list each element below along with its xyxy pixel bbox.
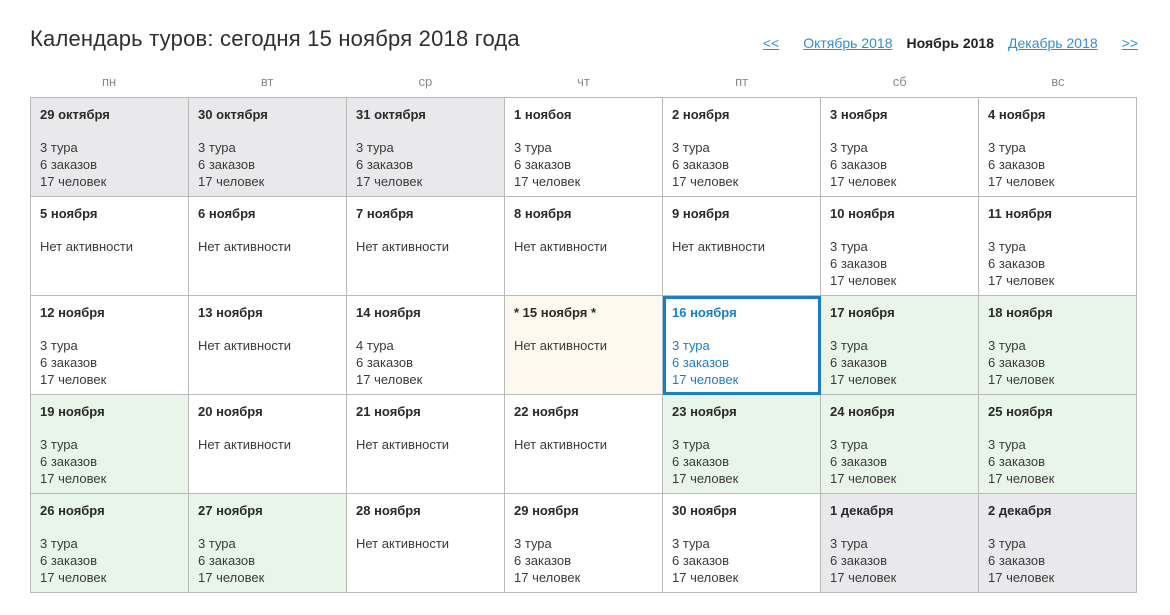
day-stat-line: 3 тура [672, 140, 710, 155]
day-stats [514, 436, 653, 453]
day-stats [830, 238, 969, 289]
day-stat-line: 17 человек [830, 174, 897, 189]
day-stat-line: 3 тура [672, 338, 710, 353]
calendar-day-cell[interactable] [821, 395, 979, 494]
calendar-day-cell[interactable] [979, 197, 1137, 296]
day-stat-line: 6 заказов [40, 157, 98, 172]
day-stat-line: 6 заказов [988, 454, 1046, 469]
day-stat-line: 17 человек [198, 174, 265, 189]
calendar-day-cell[interactable] [31, 98, 189, 197]
weekday-label: пт [735, 74, 749, 89]
day-date: 17 ноября [830, 305, 895, 320]
calendar-day-cell[interactable] [505, 98, 663, 197]
next-month-link[interactable]: Декабрь 2018 [1008, 35, 1098, 51]
day-stat-line: 17 человек [356, 372, 423, 387]
day-stat-line: 17 человек [672, 570, 739, 585]
day-stats [514, 139, 653, 190]
day-stats [988, 139, 1127, 190]
calendar-day-cell[interactable] [663, 98, 821, 197]
day-date: 1 ноябоя [514, 107, 572, 122]
prev-month-arrow[interactable]: << [762, 35, 780, 51]
day-stats [672, 436, 811, 487]
calendar-day-cell[interactable] [189, 395, 347, 494]
day-stat-line: 17 человек [830, 372, 897, 387]
day-stat-line: 17 человек [514, 570, 581, 585]
weekday-label: ср [418, 74, 433, 89]
calendar-day-cell[interactable] [663, 296, 821, 395]
day-stats [40, 139, 179, 190]
day-stats [988, 337, 1127, 388]
day-date: 21 ноября [356, 404, 421, 419]
day-date: 5 ноября [40, 206, 98, 221]
calendar-day-cell[interactable] [347, 296, 505, 395]
day-date: 18 ноября [988, 305, 1053, 320]
day-date: 25 ноября [988, 404, 1053, 419]
day-stat-line: 17 человек [830, 273, 897, 288]
day-date: 29 ноября [514, 503, 579, 518]
day-stat-line: 3 тура [356, 140, 394, 155]
day-stats [988, 238, 1127, 289]
day-stat-line: 17 человек [356, 174, 423, 189]
day-stats [988, 436, 1127, 487]
calendar-day-cell[interactable] [189, 296, 347, 395]
calendar-day-cell[interactable] [189, 494, 347, 593]
day-stat-line: 17 человек [988, 372, 1055, 387]
day-stat-line: Нет активности [514, 239, 608, 254]
day-stats [830, 436, 969, 487]
calendar-day-cell[interactable] [663, 197, 821, 296]
day-stats [40, 337, 179, 388]
day-stat-line: 17 человек [40, 174, 107, 189]
day-stat-line: 17 человек [988, 570, 1055, 585]
day-date: 12 ноября [40, 305, 105, 320]
day-stat-line: 6 заказов [514, 157, 572, 172]
day-stats [356, 238, 495, 255]
day-stats [40, 238, 179, 255]
day-stat-line: 6 заказов [830, 355, 888, 370]
day-date: 27 ноября [198, 503, 263, 518]
calendar-day-cell[interactable] [821, 98, 979, 197]
day-date: 4 ноября [988, 107, 1046, 122]
day-stat-line: 3 тура [988, 536, 1026, 551]
day-stats [830, 139, 969, 190]
calendar-day-cell[interactable] [31, 395, 189, 494]
calendar-day-cell[interactable] [189, 197, 347, 296]
day-stat-line: 17 человек [672, 471, 739, 486]
day-date: 14 ноября [356, 305, 421, 320]
day-stat-line: 6 заказов [830, 454, 888, 469]
day-date: * 15 ноября * [514, 305, 597, 320]
day-stats [356, 535, 495, 552]
day-stats [40, 535, 179, 586]
day-date: 2 ноября [672, 107, 730, 122]
day-stat-line: Нет активности [198, 239, 292, 254]
day-stat-line: 6 заказов [198, 553, 256, 568]
day-stats [198, 535, 337, 586]
weekday-label: сб [892, 74, 907, 89]
calendar-day-cell[interactable] [347, 395, 505, 494]
day-stat-line: 6 заказов [672, 157, 730, 172]
day-stat-line: Нет активности [356, 437, 450, 452]
day-stat-line: 4 тура [356, 338, 394, 353]
day-stat-line: 3 тура [988, 140, 1026, 155]
next-month-arrow[interactable]: >> [1121, 35, 1138, 51]
day-stat-line: 17 человек [830, 570, 897, 585]
day-stat-line: 3 тура [672, 437, 710, 452]
day-stat-line: Нет активности [198, 338, 292, 353]
calendar-day-cell[interactable] [663, 395, 821, 494]
day-stat-line: 6 заказов [672, 454, 730, 469]
day-stat-line: 6 заказов [40, 355, 98, 370]
day-stat-line: 6 заказов [40, 553, 98, 568]
weekday-label: чт [577, 74, 590, 89]
day-stat-line: Нет активности [514, 437, 608, 452]
day-date: 29 октября [40, 107, 110, 122]
day-stat-line: Нет активности [356, 239, 450, 254]
day-stat-line: 17 человек [672, 372, 739, 387]
day-stat-line: 17 человек [672, 174, 739, 189]
calendar-day-cell[interactable] [979, 296, 1137, 395]
day-stat-line: 6 заказов [672, 355, 730, 370]
day-date: 6 ноября [198, 206, 256, 221]
day-stat-line: 6 заказов [514, 553, 572, 568]
calendar-day-cell[interactable] [505, 296, 663, 395]
calendar-day-cell[interactable] [505, 395, 663, 494]
calendar-day-cell[interactable] [347, 98, 505, 197]
day-stats [988, 535, 1127, 586]
day-stat-line: Нет активности [40, 239, 134, 254]
day-stat-line: 3 тура [198, 140, 236, 155]
day-stat-line: 17 человек [988, 471, 1055, 486]
day-stat-line: 17 человек [514, 174, 581, 189]
day-stat-line: 17 человек [40, 471, 107, 486]
day-stat-line: 3 тура [830, 536, 868, 551]
day-stats [356, 139, 495, 190]
calendar-day-cell[interactable] [189, 98, 347, 197]
calendar-day-cell[interactable] [347, 494, 505, 593]
day-date: 16 ноября [672, 305, 737, 320]
day-date: 2 декабря [988, 503, 1052, 518]
day-stat-line: 3 тура [830, 239, 868, 254]
day-date: 7 ноября [356, 206, 414, 221]
day-stat-line: 3 тура [40, 437, 78, 452]
day-stats [830, 535, 969, 586]
calendar-day-cell[interactable] [979, 494, 1137, 593]
day-stat-line: 3 тура [672, 536, 710, 551]
calendar-day-cell[interactable] [979, 395, 1137, 494]
calendar-day-cell[interactable] [31, 494, 189, 593]
day-stat-line: 3 тура [988, 239, 1026, 254]
day-date: 20 ноября [198, 404, 263, 419]
day-stat-line: 17 человек [198, 570, 265, 585]
day-stat-line: 3 тура [830, 437, 868, 452]
day-stats [514, 535, 653, 586]
day-stat-line: Нет активности [672, 239, 766, 254]
day-stat-line: 17 человек [988, 174, 1055, 189]
day-stat-line: 17 человек [988, 273, 1055, 288]
weekday-label: пн [101, 74, 117, 89]
day-date: 24 ноября [830, 404, 895, 419]
day-stat-line: 6 заказов [356, 355, 414, 370]
day-stat-line: 17 человек [40, 570, 107, 585]
calendar-day-cell[interactable] [347, 197, 505, 296]
day-stats [514, 238, 653, 255]
day-date: 9 ноября [672, 206, 730, 221]
day-date: 3 ноября [830, 107, 888, 122]
day-stats [198, 139, 337, 190]
day-stat-line: 3 тура [40, 536, 78, 551]
calendar-day-cell[interactable] [505, 494, 663, 593]
day-stat-line: 6 заказов [830, 256, 888, 271]
day-stat-line: 3 тура [830, 140, 868, 155]
weekday-label: вс [1051, 74, 1065, 89]
weekday-label: вт [260, 74, 274, 89]
month-navigation [763, 35, 1138, 51]
day-stat-line: 6 заказов [830, 553, 888, 568]
day-date: 26 ноября [40, 503, 105, 518]
day-stats [40, 436, 179, 487]
day-stat-line: 6 заказов [356, 157, 414, 172]
calendar-day-cell[interactable] [821, 296, 979, 395]
day-date: 23 ноября [672, 404, 737, 419]
calendar-day-cell[interactable] [979, 98, 1137, 197]
day-stat-line: 3 тура [830, 338, 868, 353]
day-stats [198, 238, 337, 255]
calendar-day-cell[interactable] [31, 296, 189, 395]
day-stats [198, 337, 337, 354]
day-date: 30 октября [198, 107, 268, 122]
day-stats [672, 139, 811, 190]
calendar-day-cell[interactable] [821, 197, 979, 296]
day-stat-line: 3 тура [988, 338, 1026, 353]
calendar-grid [30, 97, 1137, 593]
day-stat-line: 3 тура [198, 536, 236, 551]
day-stats [356, 337, 495, 388]
day-date: 11 ноября [988, 206, 1052, 221]
day-date: 8 ноября [514, 206, 572, 221]
calendar-day-cell[interactable] [663, 494, 821, 593]
day-stats [356, 436, 495, 453]
day-stat-line: 17 человек [40, 372, 107, 387]
day-stat-line: 6 заказов [988, 157, 1046, 172]
day-stat-line: 6 заказов [988, 553, 1046, 568]
day-stat-line: 6 заказов [198, 157, 256, 172]
calendar-day-cell[interactable] [505, 197, 663, 296]
day-date: 30 ноября [672, 503, 737, 518]
calendar-day-cell[interactable] [821, 494, 979, 593]
day-stat-line: 3 тура [40, 338, 78, 353]
day-stats [672, 337, 811, 388]
current-month-label: Ноябрь 2018 [906, 35, 995, 51]
calendar-day-cell[interactable] [31, 197, 189, 296]
day-stat-line: Нет активности [356, 536, 450, 551]
day-date: 31 октября [356, 107, 426, 122]
day-stats [830, 337, 969, 388]
day-date: 19 ноября [40, 404, 105, 419]
day-stat-line: 3 тура [988, 437, 1026, 452]
day-stat-line: 3 тура [514, 140, 552, 155]
day-stat-line: 6 заказов [830, 157, 888, 172]
day-stat-line: Нет активности [198, 437, 292, 452]
day-stat-line: 17 человек [830, 471, 897, 486]
day-date: 22 ноября [514, 404, 579, 419]
prev-month-link[interactable]: Октябрь 2018 [803, 35, 893, 51]
day-date: 13 ноября [198, 305, 263, 320]
day-date: 10 ноября [830, 206, 895, 221]
day-stat-line: 6 заказов [40, 454, 98, 469]
day-stat-line: 3 тура [40, 140, 78, 155]
day-stats [672, 238, 811, 255]
day-stat-line: 6 заказов [672, 553, 730, 568]
day-date: 1 декабря [830, 503, 894, 518]
day-date: 28 ноября [356, 503, 421, 518]
page-title: Календарь туров: сегодня 15 ноября 2018 года [30, 26, 520, 51]
day-stats [198, 436, 337, 453]
day-stat-line: 3 тура [514, 536, 552, 551]
day-stat-line: 6 заказов [988, 355, 1046, 370]
weekday-header [30, 74, 1137, 89]
day-stats [672, 535, 811, 586]
day-stats [514, 337, 653, 354]
day-stat-line: 6 заказов [988, 256, 1046, 271]
day-stat-line: Нет активности [514, 338, 608, 353]
